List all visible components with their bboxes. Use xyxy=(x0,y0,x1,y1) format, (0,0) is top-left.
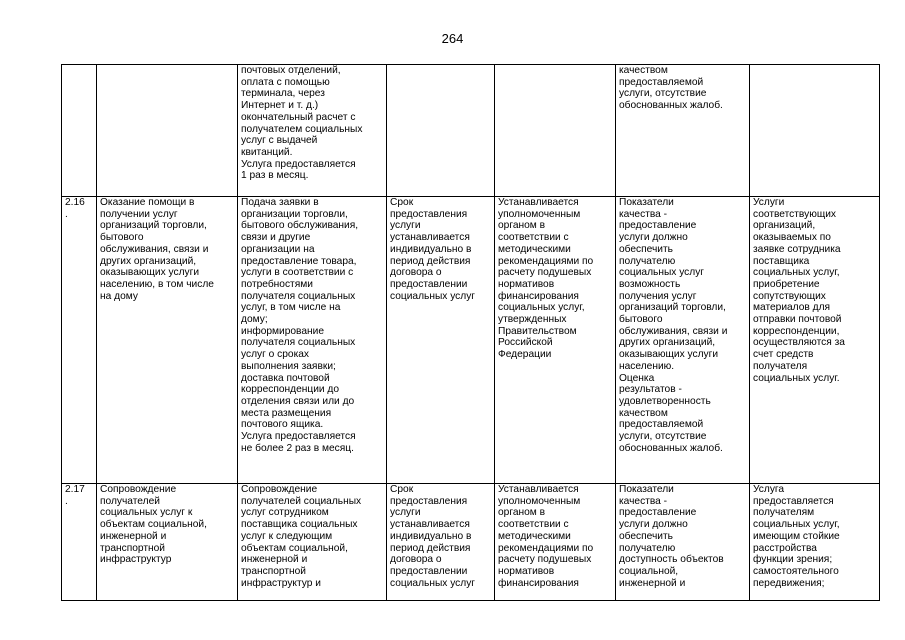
service-term-cell: Срок предоставления услуги устанавливается индивидуально в период действия договора о предоставлении социальных услуг xyxy=(387,197,495,484)
service-conditions-cell: Услуги соответствующих организаций, оказываемых по заявке сотрудника поставщика социальных услуг, приобретение сопутствующих материалов для отправки почтовой корреспонденции, осуществляются за счет средств получателя социальных услуг. xyxy=(750,197,880,484)
table-row xyxy=(62,197,880,484)
services-table xyxy=(61,64,880,601)
service-quality-cell: Показатели качества - предоставление услуги должно обеспечить получателю доступность объектов социальной, инженерной и xyxy=(616,484,750,601)
service-term-cell: Срок предоставления услуги устанавливается индивидуально в период действия договора о предоставлении социальных услуг xyxy=(387,484,495,601)
service-quality-cell: Показатели качества - предоставление услуги должно обеспечить получателю социальных услуг возможность получения услуг организаций торговли, бытового обслуживания, связи и других организаций, оказывающих услуги населению. Оценка результатов - удовлетворенность качеством предоставляемой услуги, отсутствие обоснованных жалоб. xyxy=(616,197,750,484)
service-norms-cell xyxy=(495,65,616,197)
row-number-cell: 2.17 . xyxy=(62,484,97,601)
service-content-cell: Подача заявки в организации торговли, бытового обслуживания, связи и другие организации на предоставление товара, услуги в соответствии с потребностями получателя социальных услуг, в том числе на дому; информирование получателя социальных услуг о сроках выполнения заявки; доставка почтовой корреспонденции до отделения связи или до места размещения почтового ящика. Услуга предоставляется не более 2 раз в месяц. xyxy=(238,197,387,484)
row-number-cell xyxy=(62,65,97,197)
service-content-cell: почтовых отделений, оплата с помощью терминала, через Интернет и т. д.) окончательный расчет с получателем социальных услуг с выдачей квитанций. Услуга предоставляется 1 раз в месяц. xyxy=(238,65,387,197)
service-conditions-cell: Услуга предоставляется получателям социальных услуг, имеющим стойкие расстройства функции зрения; самостоятельного передвижения; xyxy=(750,484,880,601)
page-number: 264 xyxy=(441,31,464,46)
service-term-cell xyxy=(387,65,495,197)
service-name-cell xyxy=(97,65,238,197)
row-number-cell: 2.16 . xyxy=(62,197,97,484)
service-quality-cell: качеством предоставляемой услуги, отсутствие обоснованных жалоб. xyxy=(616,65,750,197)
table-row xyxy=(62,65,880,197)
service-name-cell: Оказание помощи в получении услуг организаций торговли, бытового обслуживания, связи и других организаций, оказывающих услуги населению, в том числе на дому xyxy=(97,197,238,484)
service-content-cell: Сопровождение получателей социальных услуг сотрудником поставщика социальных услуг к следующим объектам социальной, инженерной и транспортной инфраструктур и xyxy=(238,484,387,601)
service-norms-cell: Устанавливается уполномоченным органом в соответствии с методическими рекомендациями по расчету подушевых нормативов финансирования xyxy=(495,484,616,601)
service-name-cell: Сопровождение получателей социальных услуг к объектам социальной, инженерной и транспортной инфраструктур xyxy=(97,484,238,601)
service-norms-cell: Устанавливается уполномоченным органом в соответствии с методическими рекомендациями по расчету подушевых нормативов финансирования социальных услуг, утвержденных Правительством Российской Федерации xyxy=(495,197,616,484)
service-conditions-cell xyxy=(750,65,880,197)
table-row xyxy=(62,484,880,601)
